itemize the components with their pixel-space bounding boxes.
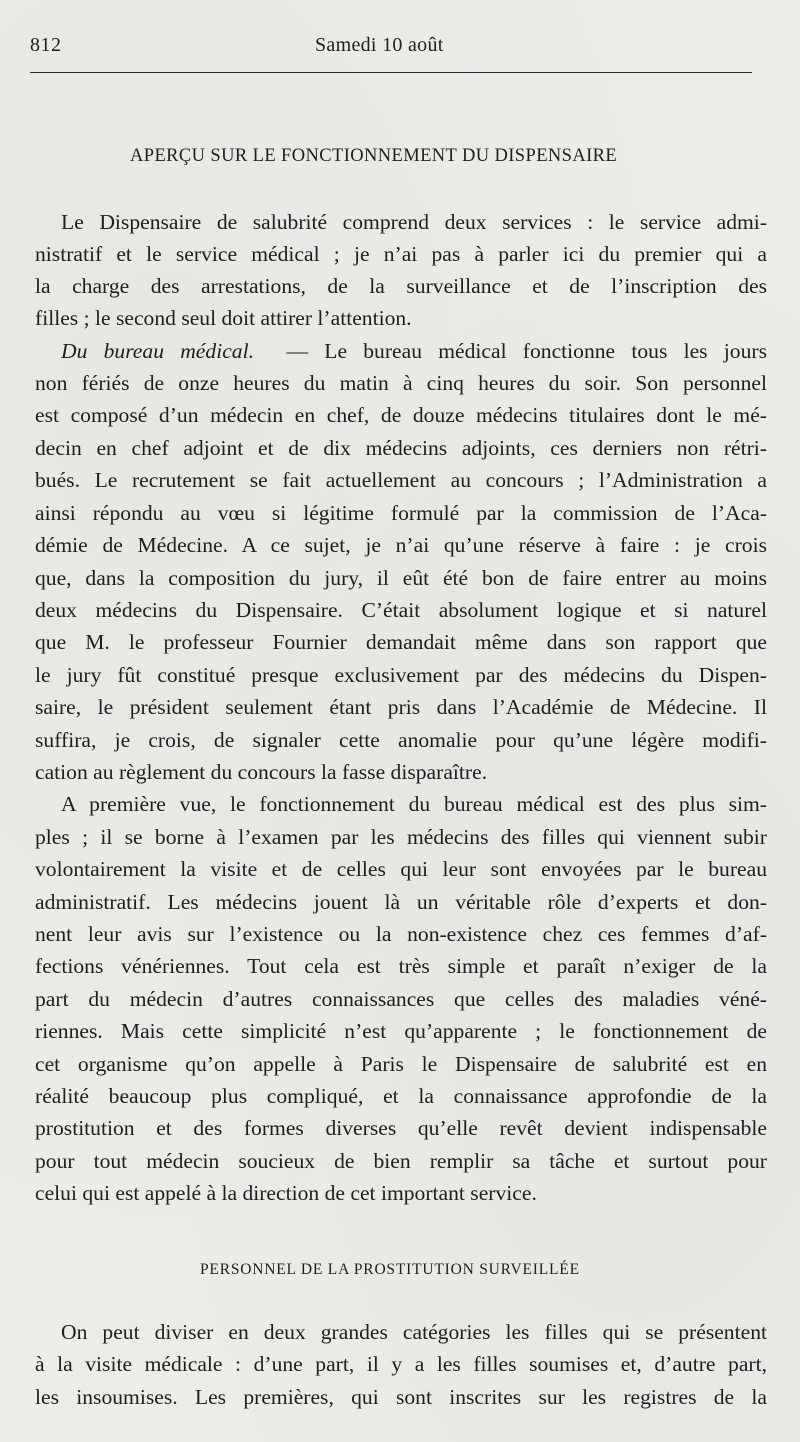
text-line: decin en chef adjoint et de dix médecins adjoints, ces derniers non rétri- <box>35 436 767 460</box>
text-line: saire, le président seulement étant pris dans l’Académie de Médecine. Il <box>35 695 767 719</box>
text-line: à la visite médicale : d’une part, il y a les filles soumises et, d’autre part, <box>35 1352 767 1376</box>
section-heading: PERSONNEL DE LA PROSTITUTION SURVEILLÉE <box>200 1261 580 1278</box>
text-line: ainsi répondu au vœu si légitime formulé par la commission de l’Aca- <box>35 501 767 525</box>
text-line: réalité beaucoup plus compliqué, et la connaissance approfondie de la <box>35 1084 767 1108</box>
text-line: la charge des arrestations, de la surveillance et de l’inscription des <box>35 274 767 298</box>
text-span: — Le bureau médical fonctionne tous les jours <box>286 339 767 363</box>
text-line: le jury fût constitué presque exclusivement par des médecins du Dispen- <box>35 663 767 687</box>
text-line: celui qui est appelé à la direction de cet important service. <box>35 1181 537 1205</box>
text-line: les insoumises. Les premières, qui sont inscrites sur les registres de la <box>35 1385 767 1409</box>
text-line: non fériés de onze heures du matin à cinq heures du soir. Son personnel <box>35 371 767 395</box>
text-line: prostitution et des formes diverses qu’elle revêt devient indispensable <box>35 1116 767 1140</box>
text-line: A première vue, le fonctionnement du bureau médical est des plus sim- <box>61 792 767 816</box>
text-line: pour tout médecin soucieux de bien remplir sa tâche et surtout pour <box>35 1149 767 1173</box>
text-line: cation au règlement du concours la fasse disparaître. <box>35 760 488 784</box>
text-line: deux médecins du Dispensaire. C’était absolument logique et si naturel <box>35 598 767 622</box>
text-line: que, dans la composition du jury, il eût été bon de faire entrer au moins <box>35 566 767 590</box>
text-line: suffira, je crois, de signaler cette anomalie pour qu’une légère modifi- <box>35 728 767 752</box>
text-line: filles ; le second seul doit attirer l’attention. <box>35 306 412 330</box>
text-line: démie de Médecine. A ce sujet, je n’ai qu’une réserve à faire : je crois <box>35 533 767 557</box>
text-line-with-italic-lead <box>61 335 767 367</box>
header-rule <box>30 72 752 73</box>
page-number: 812 <box>30 34 62 56</box>
text-line: volontairement la visite et de celles qui leur sont envoyées par le bureau <box>35 857 767 881</box>
running-head <box>30 34 750 62</box>
text-line: nistratif et le service médical ; je n’ai pas à parler ici du premier qui a <box>35 242 767 266</box>
text-line: cet organisme qu’on appelle à Paris le Dispensaire de salubrité est en <box>35 1052 767 1076</box>
text-line: ples ; il se borne à l’examen par les médecins des filles qui viennent subir <box>35 825 767 849</box>
text-line: Le Dispensaire de salubrité comprend deux services : le service admi- <box>61 210 767 234</box>
italic-subheading: Du bureau médical. <box>61 339 254 363</box>
text-line: est composé d’un médecin en chef, de douze médecins titulaires dont le mé- <box>35 403 767 427</box>
text-line: nent leur avis sur l’existence ou la non-existence chez ces femmes d’af- <box>35 922 767 946</box>
text-line: riennes. Mais cette simplicité n’est qu’apparente ; le fonctionnement de <box>35 1019 767 1043</box>
text-line: bués. Le recrutement se fait actuellement au concours ; l’Administration a <box>35 468 767 492</box>
text-line: fections vénériennes. Tout cela est très simple et paraît n’exiger de la <box>35 954 767 978</box>
text-line: part du médecin d’autres connaissances que celles des maladies véné- <box>35 987 767 1011</box>
text-line: administratif. Les médecins jouent là un véritable rôle d’experts et don- <box>35 890 767 914</box>
running-title: Samedi 10 août <box>315 34 444 56</box>
section-heading: APERÇU SUR LE FONCTIONNEMENT DU DISPENSAIRE <box>130 146 618 166</box>
text-line: On peut diviser en deux grandes catégories les filles qui se présentent <box>61 1320 767 1344</box>
text-line: que M. le professeur Fournier demandait même dans son rapport que <box>35 630 767 654</box>
